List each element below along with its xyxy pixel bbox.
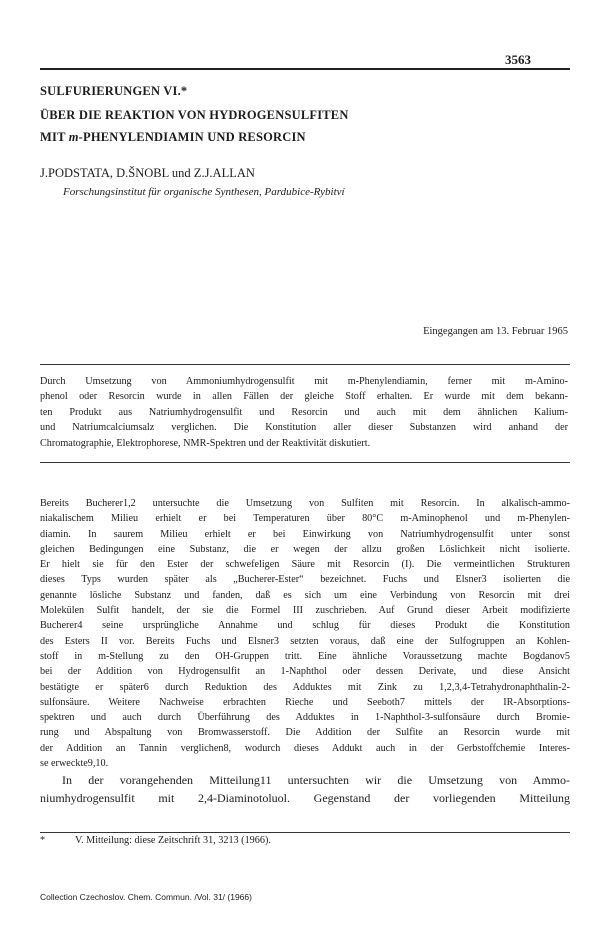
series-title: SULFURIERUNGEN VI.* (40, 84, 188, 98)
body-line: bei der Addition von Hydrogensulfit an 1-Naphthol oder dessen Derivate, und diese Ansicht (40, 666, 570, 678)
affiliation: Forschungsinstitut für organische Synthesen, Pardubice-Rybitví (63, 186, 345, 198)
abstract-line: Durch Umsetzung von Ammoniumhydrogensulfit mit m-Phenylendiamin, ferner mit m-Amino- (40, 376, 568, 387)
body-line: des Esters II vor. Bereits Fuchs und Elsner3 setzten voraus, daß eine der Sulfogruppen an Kohlen- (40, 635, 570, 647)
body-line: der Addition an Tannin verglichen8, wodurch dieses Addukt auch in der Gerbstoffchemie Interes- (40, 742, 570, 754)
article-title-line-2: MIT m-PHENYLENDIAMIN UND RESORCIN (40, 130, 306, 144)
intro-paragraph (40, 771, 570, 807)
abstract-line: ten Produkt aus Natriumhydrogensulfit und Resorcin und auch mit dem ähnlichen Kalium- (40, 406, 568, 418)
abstract-top-rule (40, 364, 570, 365)
abstract-bottom-rule (40, 462, 570, 463)
body-line: spektren und auch durch Überführung des Adduktes in 1-Naphthol-3-sulfonsäure durch Bromie- (40, 712, 570, 724)
body-line: Bereits Bucherer1,2 untersuchte die Umsetzung von Sulfiten mit Resorcin. In alkalisch-ammo- (40, 498, 570, 509)
body-line: genannte lösliche Substanz und fanden, daß es sich um eine Verbindung von Resorcin mit drei (40, 589, 570, 601)
abstract-line: phenol oder Resorcin wurde in allen Fällen der gleiche Stoff erhalten. Er wurde mit dem bekann- (40, 391, 568, 403)
footnote (40, 835, 271, 846)
article-title-line-1: ÜBER DIE REAKTION VON HYDROGENSULFITEN (40, 108, 349, 122)
body-line: Bucherer4 seine ursprüngliche Annahme und schlug für dieses Produkt die Konstitution (40, 620, 570, 632)
abstract-line: und Natriumcalciumsalz verglichen. Die Konstitution aller dieser Substanzen wird anhand der (40, 422, 568, 434)
abstract-line: Chromatographie, Elektrophorese, NMR-Spektren und der Reaktivität diskutiert. (40, 437, 371, 449)
authors: J.PODSTATA, D.ŠNOBL und Z.J.ALLAN (40, 166, 255, 180)
body-line: stoff in m-Stellung zu den OH-Gruppen tritt. Eine ähnliche Voraussetzung machte Bogdanov5 (40, 650, 570, 662)
body-line: sulfonsäure. Weitere Nachweise erbrachten Rieche und Seeboth7 mittels der IR-Absorptions- (40, 696, 570, 708)
body-paragraph (40, 496, 570, 771)
footnote-mark: * (40, 835, 46, 846)
body-line: Molekülen Sulfit handelt, der sie die Formel III zuschrieben. Auf Grund dieser Arbeit modifizierte (40, 605, 570, 617)
body-line: se erweckte9,10. (40, 758, 109, 770)
page-number: 3563 (505, 52, 531, 67)
journal-footer: Collection Czechoslov. Chem. Commun. /Vol. 31/ (1966) (40, 892, 252, 902)
abstract (40, 374, 568, 451)
body-line: dieses Typs wurden später als „Bucherer-Ester“ bezeichnet. Fuchs und Elsner3 isolierten die (40, 574, 570, 586)
intro-line: niumhydrogensulfit mit 2,4-Diaminotoluol. Gegenstand der vorliegenden Mitteilung (40, 791, 570, 806)
footnote-text: V. Mitteilung: diese Zeitschrift 31, 3213 (1966). (75, 835, 271, 846)
intro-line: In der vorangehenden Mitteilung11 untersuchten wir die Umsetzung von Ammo- (62, 773, 570, 787)
body-line: gleichen Bedingungen eine Substanz, die er wegen der allzu großen Löslichkeit nicht isolierte. (40, 543, 570, 555)
body-line: bestätigte er später6 durch Reduktion des Adduktes mit Zink zu 1,2,3,4-Tetrahydronaphthalin-2- (40, 681, 570, 693)
body-line: niakalischem Milieu erhielt er bei Temperaturen über 80°C m-Aminophenol und m-Phenylen- (40, 513, 570, 525)
footnote-rule (40, 832, 570, 833)
received-date: Eingegangen am 13. Februar 1965 (423, 326, 568, 337)
body-line: diamin. In saurem Milieu erhielt er bei Einwirkung von Natriumhydrogensulfit unter sonst (40, 528, 570, 540)
body-line: rung und Abspaltung von Bromwasserstoff. Die Addition der Sulfite an Resorcin wurde mit (40, 727, 570, 739)
body-line: Er hielt sie für den Ester der schwefeligen Säure mit Resorcin (I). Die vermeintlichen Strukturen (40, 559, 570, 571)
header-rule (40, 68, 570, 70)
